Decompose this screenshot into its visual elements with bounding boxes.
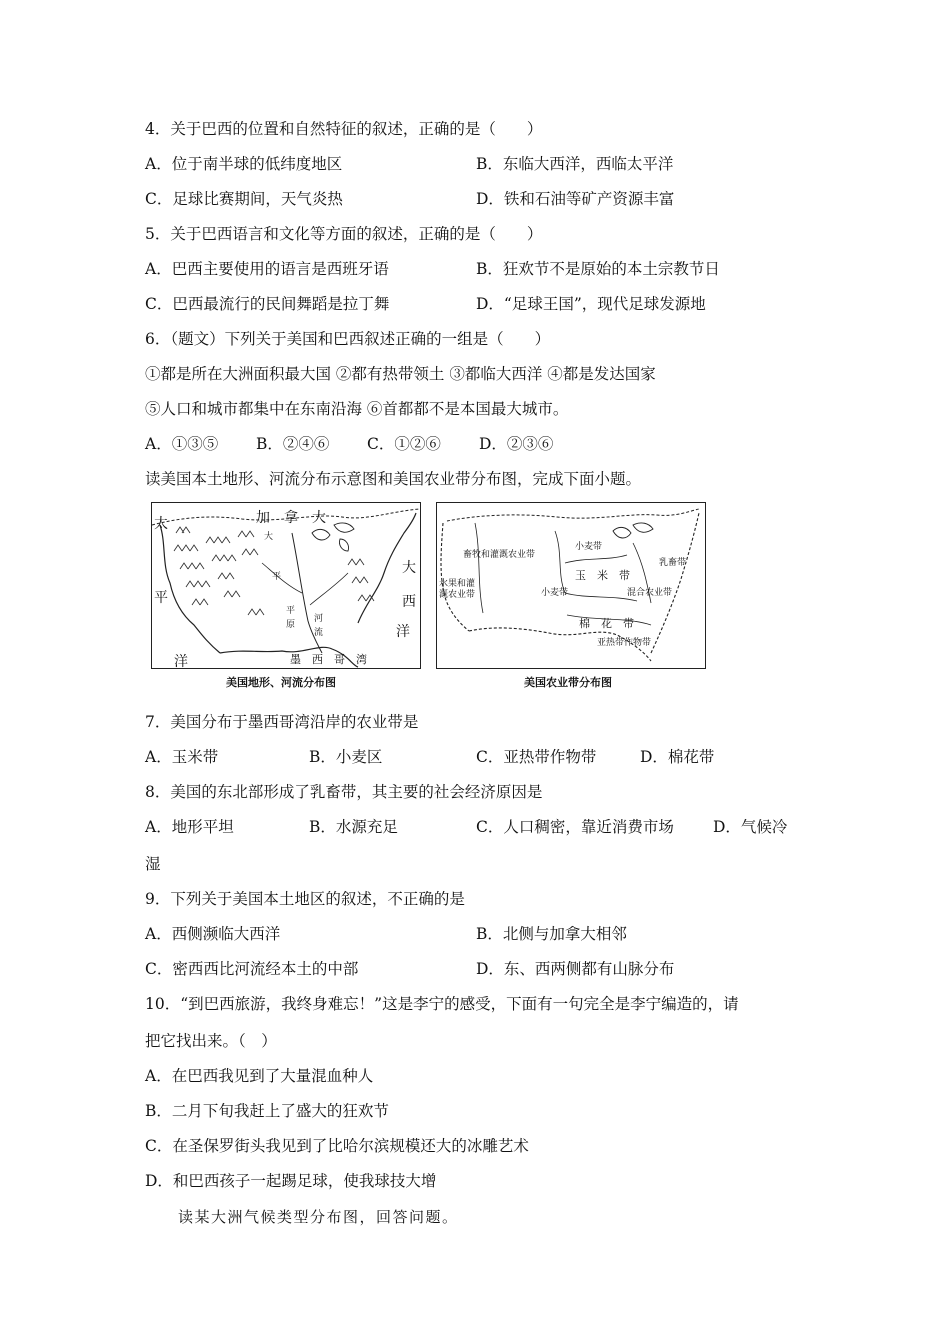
map2-caption: 美国农业带分布图 (524, 676, 612, 689)
q8-option-d-wrap: 湿 (145, 855, 161, 873)
q5-option-d[interactable]: D．“足球王国”，现代足球发源地 (476, 295, 706, 313)
map1-label-plain-2: 原 (286, 620, 296, 630)
question-4-stem: 4．关于巴西的位置和自然特征的叙述，正确的是（ ） (145, 120, 543, 138)
q9-option-c[interactable]: C．密西西比河流经本土的中部 (145, 960, 359, 978)
map1-label-canada: 加 拿 大 (256, 510, 326, 526)
q7-option-b[interactable]: B．小麦区 (309, 748, 383, 766)
map2-label-subtropical: 亚热带作物带 (597, 638, 652, 648)
map1-label-yang-right: 洋 (396, 624, 410, 640)
us-terrain-map-graphic (152, 503, 420, 668)
map1-label-plain-1: 平 (286, 606, 296, 616)
q9-option-d[interactable]: D．东、西两侧都有山脉分布 (476, 960, 675, 978)
question-6-statements-1: ①都是所在大洲面积最大国 ②都有热带领土 ③都临大西洋 ④都是发达国家 (145, 365, 656, 383)
map2-label-cotton: 棉 花 带 (579, 617, 634, 630)
q4-option-a[interactable]: A．位于南半球的低纬度地区 (145, 155, 343, 173)
map2-label-wheat-south: 小麦带 (541, 588, 569, 598)
q6-option-a[interactable]: A．①③⑤ (145, 435, 219, 453)
map1-label-da: 大 (402, 560, 416, 576)
q8-option-a[interactable]: A．地形平坦 (145, 818, 234, 836)
q6-option-c[interactable]: C．①②⑥ (367, 435, 441, 453)
q7-option-a[interactable]: A．玉米带 (145, 748, 219, 766)
map2-label-wheat-north: 小麦带 (575, 542, 603, 552)
map1-label-tai: 太 (154, 516, 168, 532)
map1-label-gulf: 墨 西 哥 湾 (290, 653, 367, 666)
question-10-stem-line-1: 10．“到巴西旅游，我终身难忘！”这是李宁的感受，下面有一句完全是李宁编造的，请 (145, 995, 739, 1013)
q4-option-c[interactable]: C．足球比赛期间，天气炎热 (145, 190, 343, 208)
map1-label-misc-1: 大 (264, 532, 274, 542)
q10-option-a[interactable]: A．在巴西我见到了大量混血种人 (145, 1067, 374, 1085)
question-8-stem: 8．美国的东北部形成了乳畜带，其主要的社会经济原因是 (145, 783, 543, 801)
question-5-stem: 5．关于巴西语言和文化等方面的叙述，正确的是（ ） (145, 225, 543, 243)
map2-label-dairy: 乳畜带 (659, 558, 687, 568)
q9-option-a[interactable]: A．西侧濒临大西洋 (145, 925, 281, 943)
q8-option-c[interactable]: C．人口稠密，靠近消费市场 (476, 818, 674, 836)
question-7-stem: 7．美国分布于墨西哥湾沿岸的农业带是 (145, 713, 419, 731)
q7-option-d[interactable]: D．棉花带 (640, 748, 715, 766)
q10-option-b[interactable]: B．二月下旬我赶上了盛大的狂欢节 (145, 1102, 389, 1120)
map2-label-fruit: 水果和灌溉农业带 (439, 579, 476, 600)
map1-label-ping: 平 (154, 590, 168, 606)
q6-option-d[interactable]: D．②③⑥ (479, 435, 554, 453)
map1-caption: 美国地形、河流分布图 (226, 676, 336, 689)
question-9-stem: 9．下列关于美国本土地区的叙述，不正确的是 (145, 890, 465, 908)
q10-option-d[interactable]: D．和巴西孩子一起踢足球，使我球技大增 (145, 1172, 437, 1190)
q5-option-b[interactable]: B．狂欢节不是原始的本土宗教节日 (476, 260, 720, 278)
q4-option-b[interactable]: B．东临大西洋，西临太平洋 (476, 155, 674, 173)
q6-option-b[interactable]: B．②④⑥ (256, 435, 330, 453)
q10-option-c[interactable]: C．在圣保罗街头我见到了比哈尔滨规模还大的冰雕艺术 (145, 1137, 529, 1155)
map1-label-xi: 西 (402, 594, 416, 610)
map2-label-mixed: 混合农业带 (627, 588, 673, 598)
closing-instruction: 读某大洲气候类型分布图，回答问题。 (178, 1208, 459, 1226)
map2-label-livestock: 畜牧和灌溉农业带 (463, 550, 536, 560)
us-agriculture-map (436, 502, 706, 669)
us-terrain-river-map (151, 502, 421, 669)
q5-option-a[interactable]: A．巴西主要使用的语言是西班牙语 (145, 260, 389, 278)
question-6-stem: 6．（题文）下列关于美国和巴西叙述正确的一组是（ ） (145, 330, 551, 348)
q5-option-c[interactable]: C．巴西最流行的民间舞蹈是拉丁舞 (145, 295, 390, 313)
map1-label-river-1: 河 (314, 614, 324, 624)
map2-label-corn: 玉 米 带 (575, 569, 630, 582)
question-6-statements-2: ⑤人口和城市都集中在东南沿海 ⑥首都都不是本国最大城市。 (145, 400, 569, 418)
question-10-stem-line-2: 把它找出来。（ ） (145, 1032, 277, 1050)
q9-option-b[interactable]: B．北侧与加拿大相邻 (476, 925, 627, 943)
reading-intro: 读美国本土地形、河流分布示意图和美国农业带分布图，完成下面小题。 (145, 470, 642, 488)
q4-option-d[interactable]: D．铁和石油等矿产资源丰富 (476, 190, 675, 208)
q7-option-c[interactable]: C．亚热带作物带 (476, 748, 597, 766)
map1-label-misc-2: 平 (272, 572, 282, 582)
map1-label-river-2: 流 (314, 628, 324, 638)
q8-option-b[interactable]: B．水源充足 (309, 818, 398, 836)
map1-label-yang-left: 洋 (174, 654, 188, 669)
q8-option-d[interactable]: D．气候冷 (713, 818, 788, 836)
